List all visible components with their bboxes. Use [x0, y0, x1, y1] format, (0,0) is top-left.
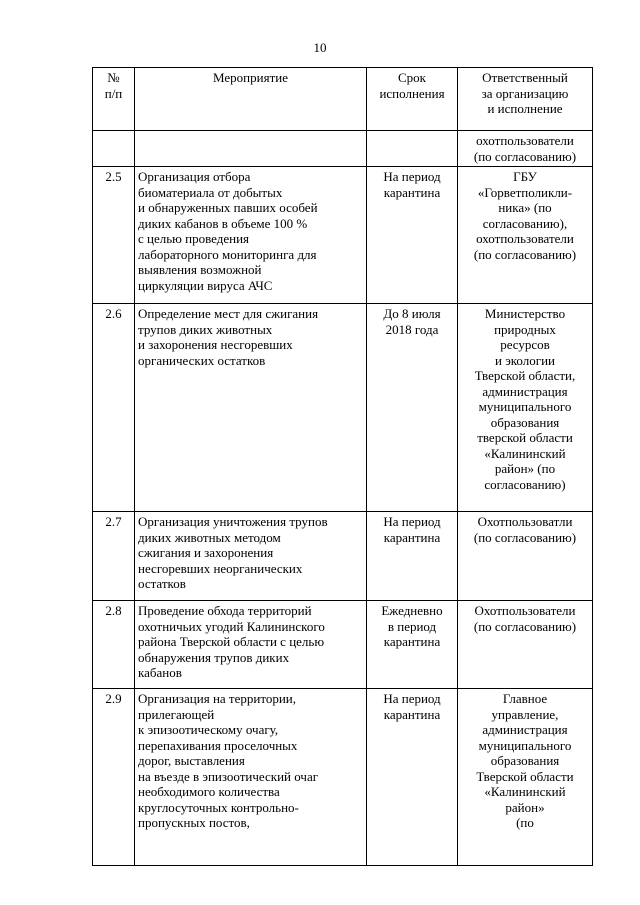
cell-text-line: остатков [138, 576, 186, 591]
cell-text-line: несгоревших неорганических [138, 560, 303, 576]
cell-responsible [458, 131, 593, 167]
cell-text-line: Организация на территории, [138, 691, 297, 706]
cell-term [367, 601, 458, 689]
cell-text-line: трупов диких животных [138, 321, 273, 337]
cell-text-line: ресурсов [500, 337, 550, 352]
cell-text-line: (по согласованию) [473, 618, 577, 634]
cell-text-line: п/п [104, 85, 123, 101]
cell-text-line: На период [383, 691, 441, 706]
cell-text-line: ГБУ [513, 169, 537, 184]
cell-text-line: перепахивания проселочных [138, 737, 298, 753]
cell-term [367, 131, 458, 167]
cell-text-line: Ответственный [482, 70, 568, 85]
cell-text-line: (по [516, 815, 534, 830]
cell-text-line: Мероприятие [213, 70, 288, 85]
cell-text-line: карантина [383, 634, 441, 649]
header-term [367, 68, 458, 131]
cell-text-line: выявления возможной [138, 262, 262, 277]
cell-text-line: охотпользователи [476, 133, 574, 148]
table-row [93, 601, 593, 689]
cell-event [135, 601, 367, 689]
cell-term [367, 689, 458, 866]
cell-text-line: за организацию [481, 85, 569, 101]
cell-text-line: исполнения [379, 85, 445, 101]
cell-text-line: кабанов [138, 665, 182, 680]
cell-text-line: администрация [482, 383, 568, 399]
table-row [93, 167, 593, 304]
cell-number: 2.5 [93, 167, 135, 304]
cell-text-line: диких животных методом [138, 529, 281, 545]
cell-text-line: циркуляции вируса АЧС [138, 277, 273, 293]
table-row [93, 304, 593, 512]
cell-responsible [458, 167, 593, 304]
cell-term [367, 512, 458, 601]
cell-text-line: круглосуточных контрольно- [138, 799, 299, 815]
page-number: 10 [313, 40, 327, 55]
header-number [93, 68, 135, 131]
cell-text-line: лабораторного мониторинга для [138, 246, 317, 262]
cell-number: 2.8 [93, 601, 135, 689]
cell-text-line: и экологии [494, 352, 555, 368]
cell-text-line: прилегающей [138, 706, 215, 722]
cell-text-line: Организация уничтожения трупов [138, 514, 328, 529]
cell-text-line: района Тверской области с целью [138, 634, 325, 649]
cell-text-line: согласованию), [482, 215, 568, 231]
cell-text-line: образования [490, 414, 560, 430]
cell-text-line: Срок [398, 70, 426, 85]
cell-text-line: пропускных постов, [138, 815, 250, 830]
cell-text-line: Ежедневно [381, 603, 443, 618]
cell-text-line: согласованию) [484, 476, 566, 492]
cell-text-line: Определение мест для сжигания [138, 306, 319, 321]
cell-number: 2.7 [93, 512, 135, 601]
cell-number [93, 131, 135, 167]
cell-text-line: Организация отбора [138, 169, 251, 184]
cell-term [367, 167, 458, 304]
cell-text-line: и обнаруженных павших особей [138, 200, 318, 215]
cell-event [135, 167, 367, 304]
cell-text-line: администрация [482, 722, 568, 737]
cell-text-line: «Горветполикли- [477, 184, 573, 200]
activity-plan-table [92, 67, 593, 866]
cell-text-line: (по согласованию) [473, 529, 577, 545]
cell-text-line: район» [505, 799, 545, 815]
cell-text-line: и исполнение [487, 101, 563, 116]
cell-text-line: охотничьих угодий Калининского [138, 618, 325, 634]
cell-text-line: дорог, выставления [138, 753, 245, 768]
cell-text-line: природных [494, 321, 556, 337]
cell-text-line: Министерство [484, 306, 566, 321]
cell-number: 2.6 [93, 304, 135, 512]
table-header-row [93, 68, 593, 131]
cell-text-line: (по согласованию) [473, 148, 577, 164]
cell-term [367, 304, 458, 512]
cell-text-line: Главное [502, 691, 548, 706]
cell-text-line: ника» (по [498, 200, 552, 215]
cell-event [135, 304, 367, 512]
cell-text-line: управление, [491, 706, 559, 722]
cell-text-line: и захоронения несгоревших [138, 337, 293, 352]
cell-event [135, 131, 367, 167]
cell-text-line: обнаружения трупов диких [138, 649, 290, 665]
cell-text-line: На период [383, 514, 441, 529]
cell-text-line: (по согласованию) [473, 246, 577, 262]
cell-text-line: к эпизоотическому очагу, [138, 722, 279, 737]
cell-event [135, 689, 367, 866]
cell-text-line: биоматериала от добытых [138, 184, 283, 200]
cell-text-line: с целью проведения [138, 231, 250, 246]
cell-responsible [458, 512, 593, 601]
cell-text-line: Охотпользоватли [477, 514, 573, 529]
cell-event [135, 512, 367, 601]
cell-text-line: карантина [383, 184, 441, 200]
cell-text-line: муниципального [478, 399, 572, 414]
cell-text-line: карантина [383, 529, 441, 545]
header-responsible [458, 68, 593, 131]
cell-text-line: На период [383, 169, 441, 184]
cell-text-line: органических остатков [138, 352, 266, 368]
cell-text-line: на въезде в эпизоотический очаг [138, 768, 319, 784]
cell-text-line: Охотпользователи [474, 603, 576, 618]
cell-number: 2.9 [93, 689, 135, 866]
cell-text-line: тверской области [477, 430, 573, 445]
cell-text-line: 2018 года [385, 321, 439, 337]
cell-text-line: в период [387, 618, 437, 634]
cell-responsible [458, 689, 593, 866]
cell-text-line: диких кабанов в объеме 100 % [138, 215, 308, 231]
cell-text-line: № [107, 70, 120, 85]
cell-text-line: карантина [383, 706, 441, 722]
cell-text-line: сжигания и захоронения [138, 545, 274, 560]
cell-text-line: муниципального [478, 737, 572, 753]
cell-text-line: Проведение обхода территорий [138, 603, 312, 618]
header-event [135, 68, 367, 131]
cell-text-line: Тверской области, [474, 368, 576, 383]
cell-text-line: До 8 июля [383, 306, 441, 321]
cell-responsible [458, 601, 593, 689]
cell-responsible [458, 304, 593, 512]
table-row [93, 512, 593, 601]
table-row-continuation [93, 131, 593, 167]
cell-text-line: район» (по [494, 461, 556, 476]
cell-text-line: «Калининский [484, 784, 566, 799]
cell-text-line: Тверской области [476, 768, 574, 784]
cell-text-line: необходимого количества [138, 784, 280, 799]
cell-text-line: охотпользователи [476, 231, 574, 246]
table-row [93, 689, 593, 866]
cell-text-line: образования [490, 753, 560, 768]
cell-text-line: «Калининский [484, 445, 566, 461]
